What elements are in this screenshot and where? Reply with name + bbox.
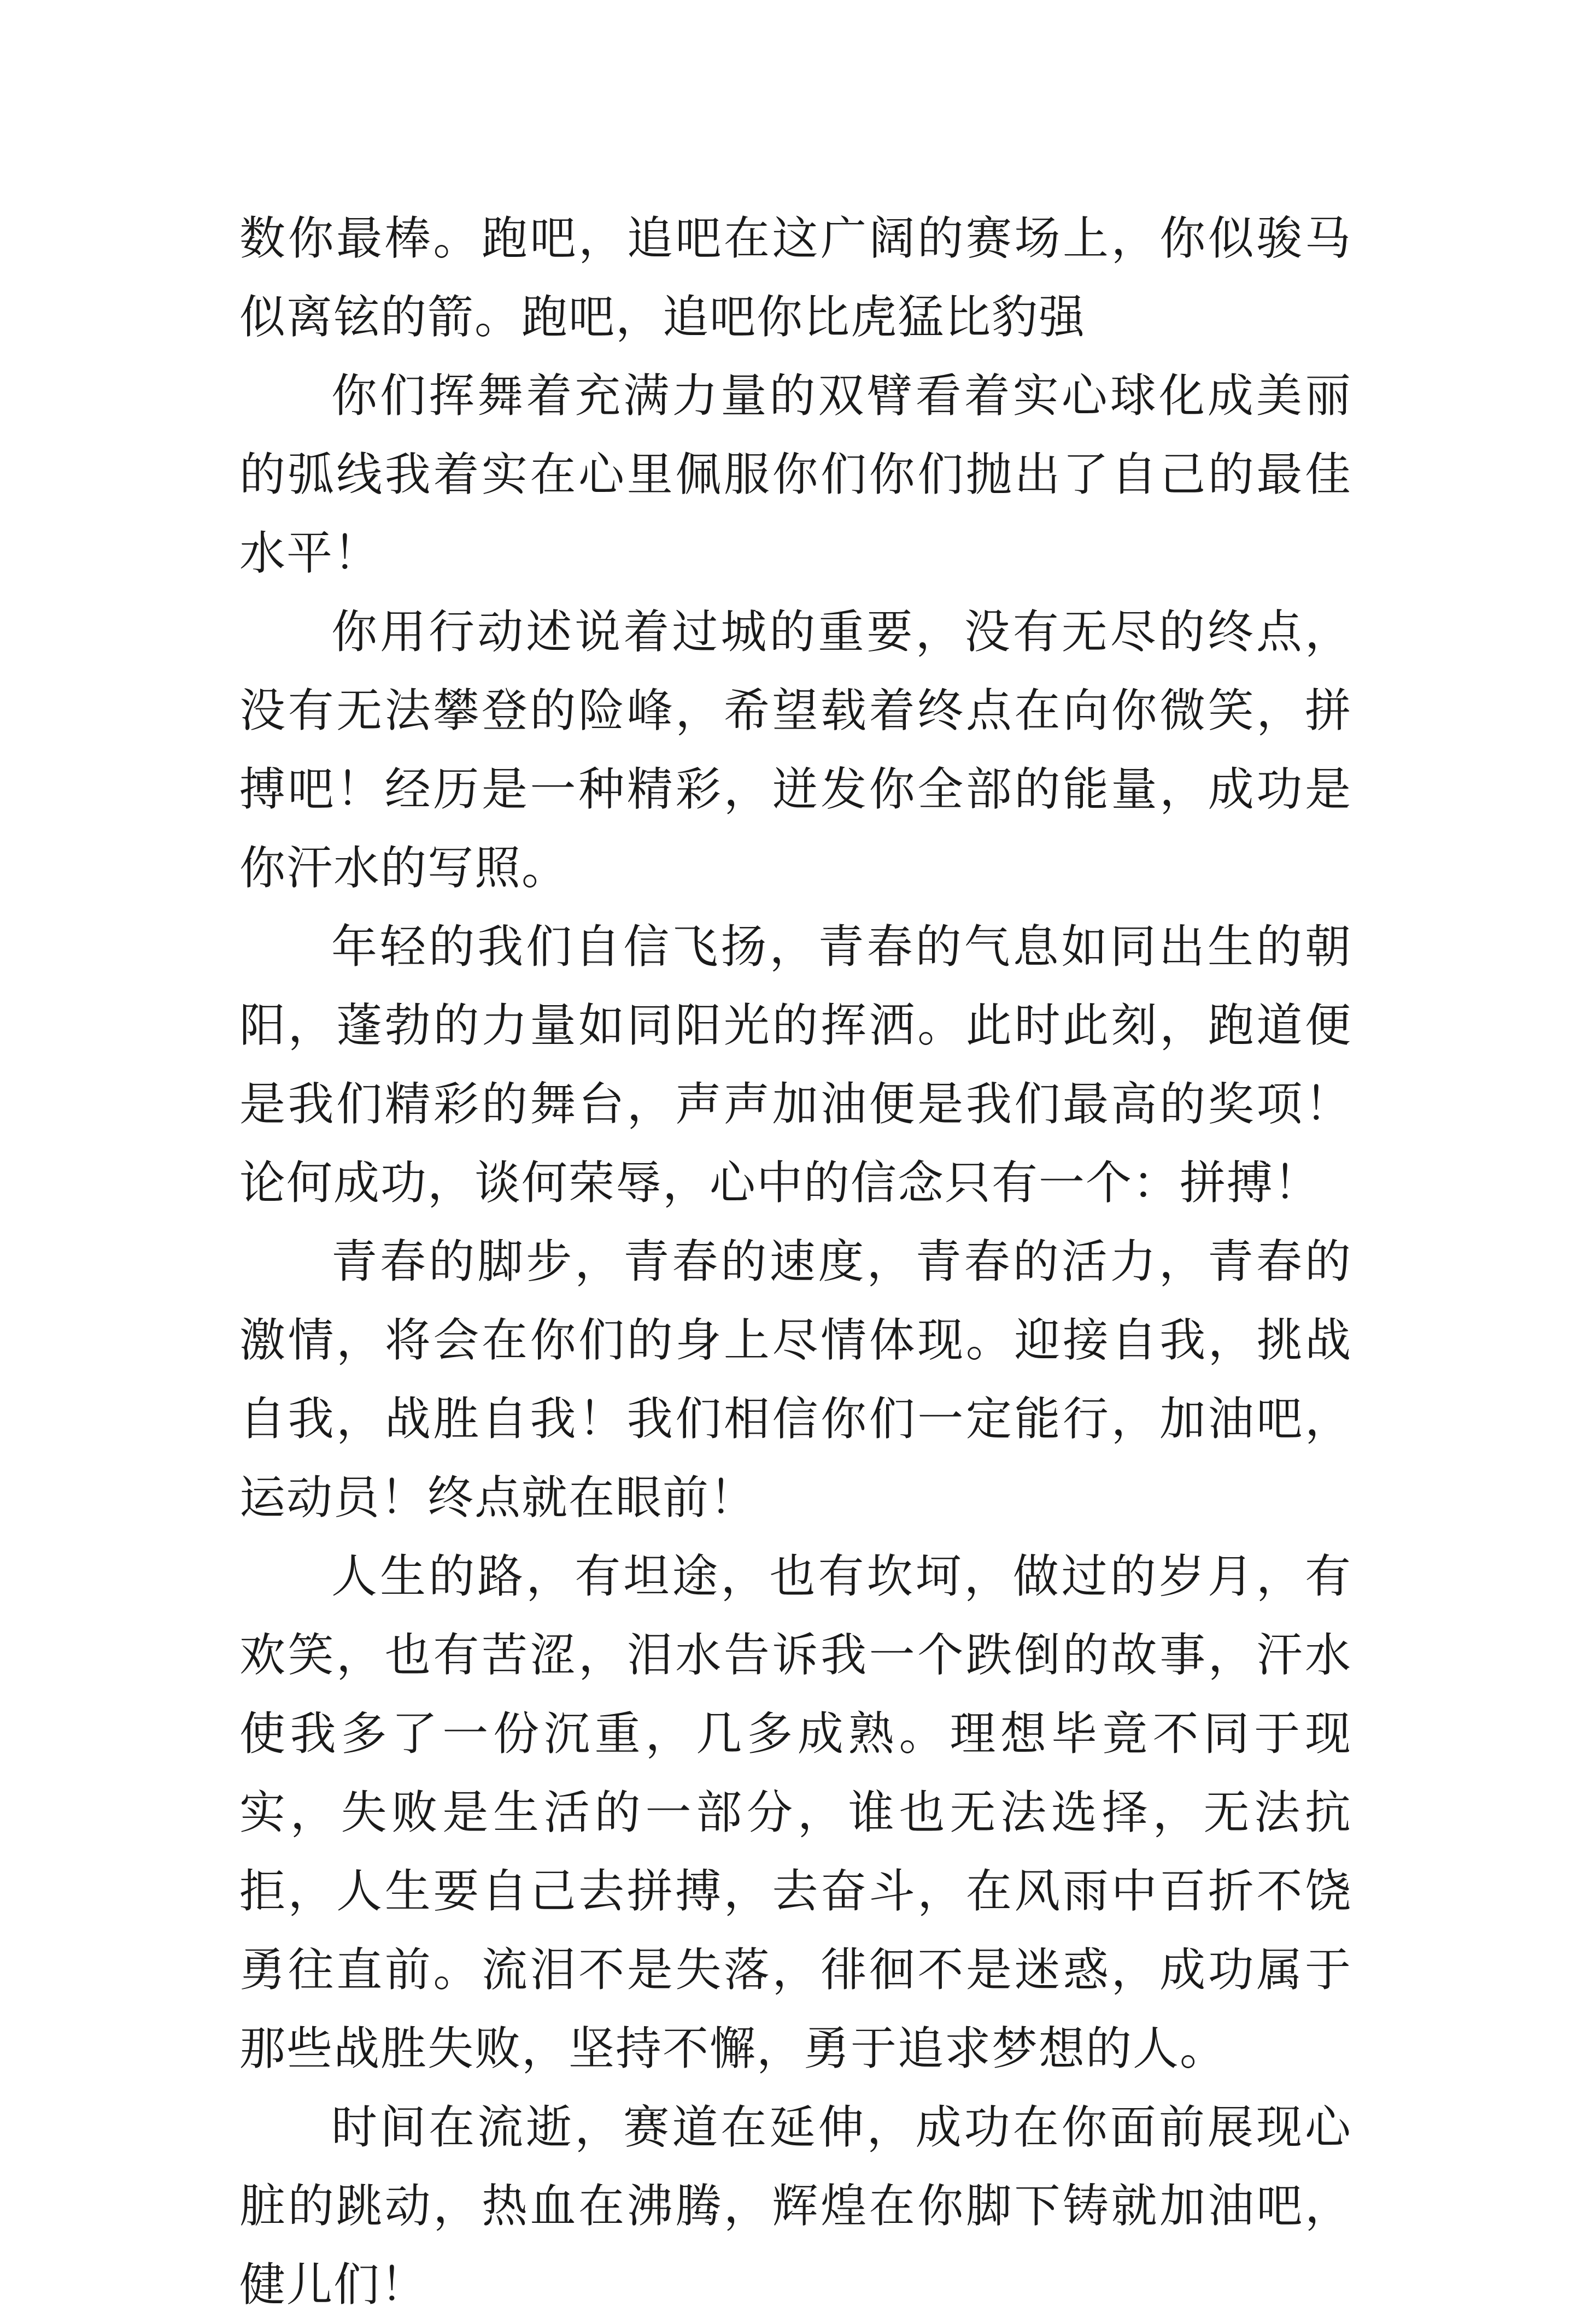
paragraph-1: 数你最棒。跑吧，追吧在这广阔的赛场上，你似骏马似离铉的箭。跑吧，追吧你比虎猛比豹强 [239,212,1352,344]
paragraph-6: 人生的路，有坦途，也有坎坷，做过的岁月，有欢笑，也有苦涩，泪水告诉我一个跌倒的故事，汗水使我多了一份沉重，几多成熟。理想毕竟不同于现实，失败是生活的一部分，谁也无法选择，无法抗拒，人生要自己去拼搏，去奋斗，在风雨中百折不饶勇往直前。流泪不是失落，徘徊不是迷惑，成功属于那些战胜失败，坚持不懈，勇于追求梦想的人。 [239,1550,1352,2075]
paragraph-5: 青春的脚步，青春的速度，青春的活力，青春的激情，将会在你们的身上尽情体现。迎接自我，挑战自我，战胜自我！我们相信你们一定能行，加油吧，运动员！终点就在眼前！ [239,1235,1352,1524]
document-body [239,199,1352,2324]
paragraph-2: 你们挥舞着充满力量的双臂看着实心球化成美丽的弧线我着实在心里佩服你们你们抛出了自己的最佳水平！ [239,369,1352,580]
paragraph-4: 年轻的我们自信飞扬，青春的气息如同出生的朝阳，蓬勃的力量如同阳光的挥洒。此时此刻，跑道便是我们精彩的舞台，声声加油便是我们最高的奖项！论何成功，谈何荣辱，心中的信念只有一个：拼搏！ [239,920,1352,1210]
paragraph-3: 你用行动述说着过城的重要，没有无尽的终点，没有无法攀登的险峰，希望载着终点在向你微笑，拼搏吧！经历是一种精彩，迸发你全部的能量，成功是你汗水的写照。 [239,605,1352,895]
paragraph-7: 时间在流逝，赛道在延伸，成功在你面前展现心脏的跳动，热血在沸腾，辉煌在你脚下铸就加油吧，健儿们！ [239,2100,1352,2311]
